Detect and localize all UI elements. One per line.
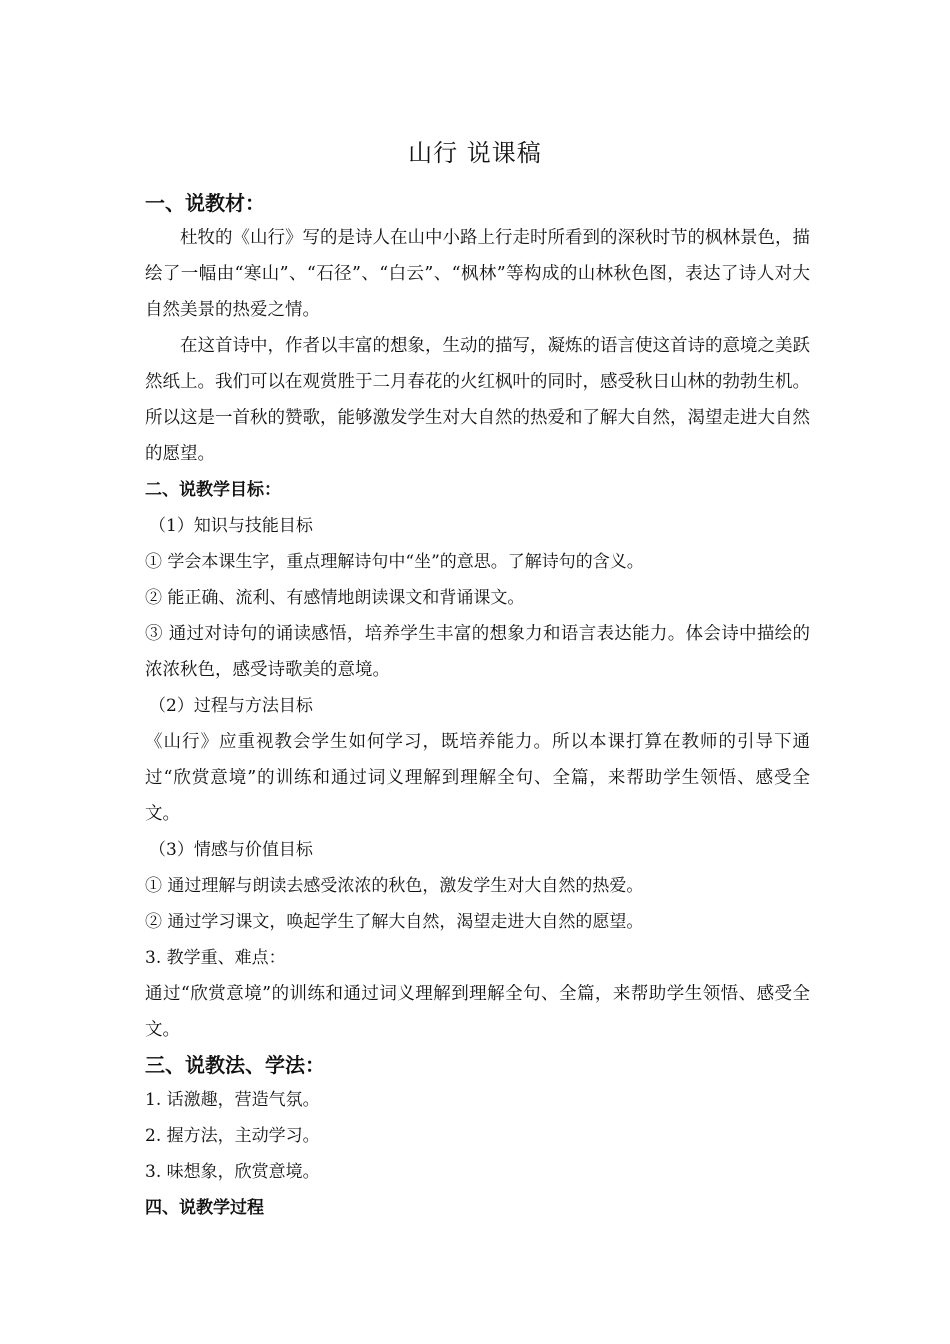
goal-1-title: （1）知识与技能目标 [149, 516, 313, 536]
section-2-heading: 二、说教学目标： [145, 480, 281, 500]
goal-3-title: （3）情感与价值目标 [149, 840, 313, 860]
goal-1-item: ③ 通过对诗句的诵读感悟，培养学生丰富的想象力和语言表达能力。体会诗中描绘的浓浓秋色，感受诗歌美的意境。 [145, 624, 810, 680]
key-points-title: 3. 教学重、难点： [145, 948, 286, 968]
document-title: 山行 说课稿 [408, 139, 542, 167]
goal-1-item: ② 能正确、流利、有感情地朗读课文和背诵课文。 [145, 588, 525, 608]
document-body [145, 186, 810, 1226]
method-item: 1. 话激趣，营造气氛。 [145, 1090, 320, 1110]
goal-2-title: （2）过程与方法目标 [149, 696, 313, 716]
goal-3-item: ② 通过学习课文，唤起学生了解大自然，渴望走进大自然的愿望。 [145, 912, 644, 932]
method-item: 2. 握方法，主动学习。 [145, 1126, 320, 1146]
section-3-heading: 三、说教法、学法： [145, 1053, 325, 1077]
section-4-heading: 四、说教学过程 [145, 1198, 264, 1218]
key-points-text: 通过“欣赏意境”的训练和通过词义理解到理解全句、全篇，来帮助学生领悟、感受全文。 [145, 984, 810, 1040]
section-1-paragraph-2: 在这首诗中，作者以丰富的想象，生动的描写，凝炼的语言使这首诗的意境之美跃然纸上。我们可以在观赏胜于二月春花的火红枫叶的同时，感受秋日山林的勃勃生机。所以这是一首秋的赞歌，能够激发学生对大自然的热爱和了解大自然，渴望走进大自然的愿望。 [145, 336, 810, 464]
section-1-heading: 一、说教材： [145, 191, 265, 215]
goal-3-item: ① 通过理解与朗读去感受浓浓的秋色，激发学生对大自然的热爱。 [145, 876, 644, 896]
method-item: 3. 味想象，欣赏意境。 [145, 1162, 320, 1182]
section-1-paragraph-1: 杜牧的《山行》写的是诗人在山中小路上行走时所看到的深秋时节的枫林景色，描绘了一幅由“寒山”、“石径”、“白云”、“枫林”等构成的山林秋色图，表达了诗人对大自然美景的热爱之情。 [145, 228, 810, 320]
goal-1-item: ① 学会本课生字，重点理解诗句中“坐”的意思。了解诗句的含义。 [145, 552, 644, 572]
goal-2-text: 《山行》应重视教会学生如何学习，既培养能力。所以本课打算在教师的引导下通过“欣赏意境”的训练和通过词义理解到理解全句、全篇，来帮助学生领悟、感受全文。 [145, 732, 810, 824]
